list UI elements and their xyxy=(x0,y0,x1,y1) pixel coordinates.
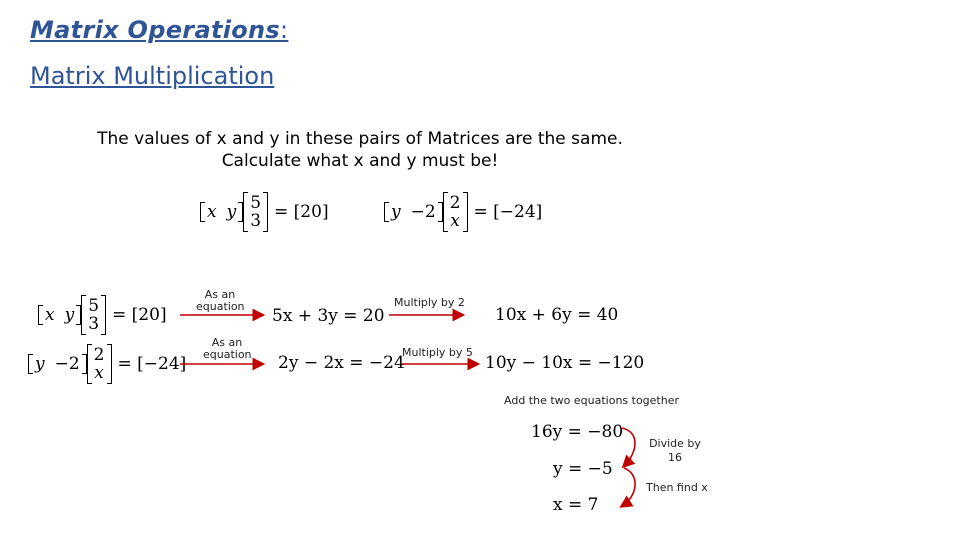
divide-by-16-note: Divide by 16 xyxy=(649,437,701,464)
m2-col-b: x xyxy=(450,211,460,231)
add-equations-note: Add the two equations together xyxy=(504,394,680,407)
multiply-by-2-label: Multiply by 2 xyxy=(394,296,465,309)
sum-equation: 16y = −80 xyxy=(531,422,624,442)
then-find-x-note: Then find x xyxy=(646,481,708,494)
m2-col-a: 2 xyxy=(449,193,461,213)
m1-row-a: x xyxy=(207,202,217,222)
as-equation-label-2: As an equation xyxy=(203,336,252,361)
equation-1: 5x + 3y = 20 xyxy=(272,306,385,326)
wm2-row-b: −2 xyxy=(54,354,80,374)
title-colon: : xyxy=(280,16,289,44)
m1-row-b: y xyxy=(226,202,237,222)
wm2-col-a: 2 xyxy=(93,345,105,365)
wm1-col-b: 3 xyxy=(88,314,100,334)
wm2-result: = [−24] xyxy=(117,354,187,374)
wm1-result: = [20] xyxy=(112,305,167,325)
wm1-col-a: 5 xyxy=(88,296,100,316)
m1-col-a: 5 xyxy=(250,193,262,213)
equation-2: 2y − 2x = −24 xyxy=(278,353,405,373)
m2-result: = [−24] xyxy=(473,202,543,222)
m2-row-a: y xyxy=(391,202,401,222)
equation-1-times-2: 10x + 6y = 40 xyxy=(495,305,619,325)
equation-2-times-5: 10y − 10x = −120 xyxy=(485,353,645,373)
wm2-col-b: x xyxy=(94,363,104,383)
m1-col-b: 3 xyxy=(250,211,262,231)
m1-result: = [20] xyxy=(274,202,329,222)
intro-line-2: Calculate what x and y must be! xyxy=(221,151,499,171)
wm1-row-a: x xyxy=(45,305,55,325)
multiply-by-5-label: Multiply by 5 xyxy=(402,346,473,359)
y-value: y = −5 xyxy=(553,459,613,479)
title-main: Matrix Operations xyxy=(30,16,280,44)
curved-arrow-divide xyxy=(622,428,635,466)
x-value: x = 7 xyxy=(553,495,599,515)
m2-row-b: −2 xyxy=(410,202,436,222)
wm2-row-a: y xyxy=(35,354,45,374)
page-subtitle: Matrix Multiplication xyxy=(30,62,275,90)
curved-arrow-find-x xyxy=(622,468,635,506)
wm1-row-b: y xyxy=(64,305,75,325)
as-equation-label-1: As an equation xyxy=(196,288,245,313)
intro-line-1: The values of x and y in these pairs of Matrices are the same. xyxy=(97,129,623,149)
